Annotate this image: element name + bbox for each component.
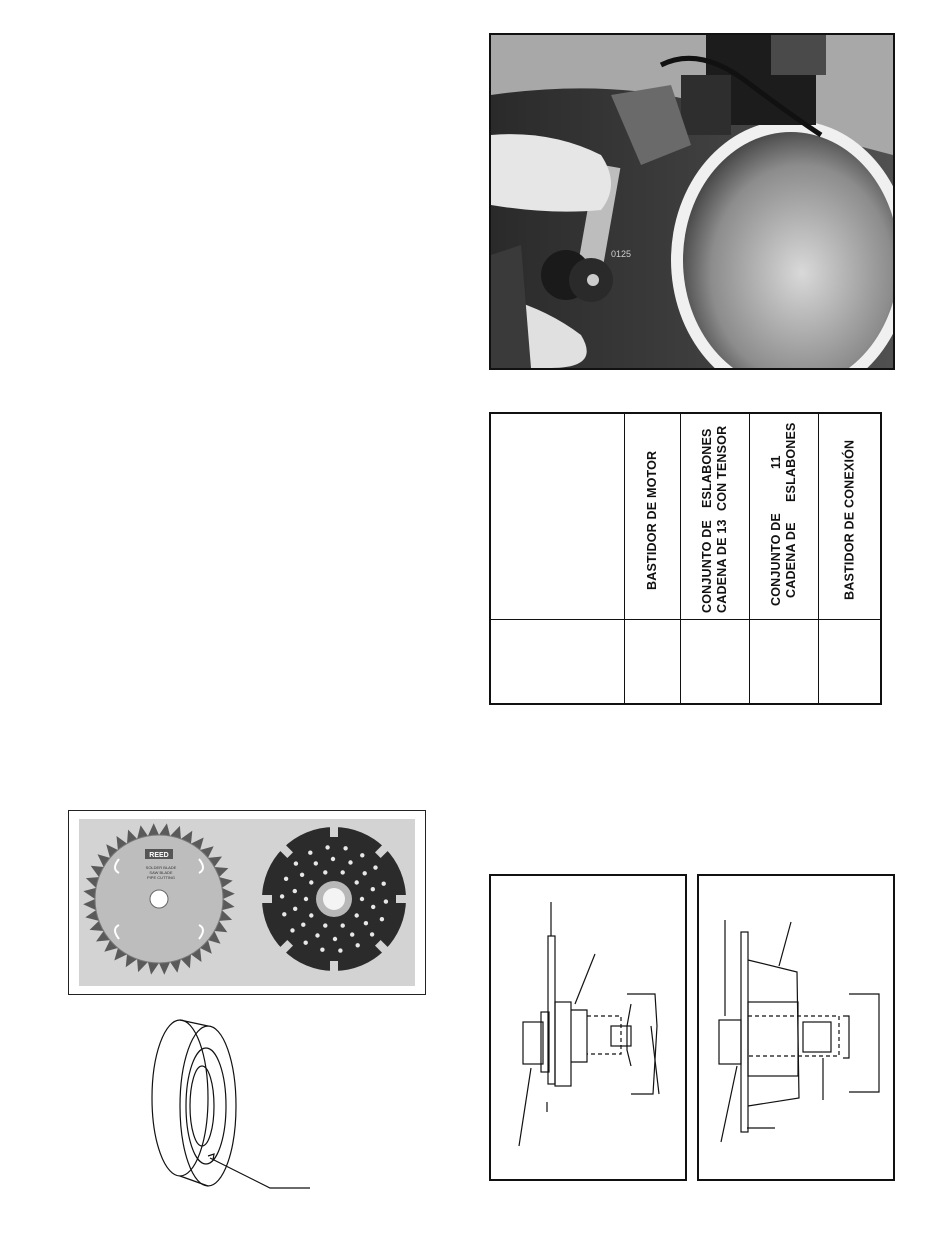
flange-ring-illustration — [140, 1018, 320, 1203]
table-header-blank — [491, 422, 624, 618]
table-header-connection-frame — [819, 422, 881, 618]
machine-on-pipe-photo — [489, 33, 895, 370]
parts-table — [489, 412, 882, 705]
mount-diagram-right-drawing — [699, 876, 893, 1179]
table-header-motor-frame — [625, 422, 680, 618]
header-text-line-1: CONJUNTO DE CADENA DE — [769, 513, 798, 607]
header-text-line-2: ESLABONES CON TENSOR — [700, 425, 729, 511]
mount-diagram-right — [697, 874, 895, 1181]
header-text-line-1: CONJUNTO DE CADENA DE 13 — [700, 519, 729, 613]
header-text: BASTIDOR DE MOTOR — [645, 450, 659, 590]
saw-blade-text-1: SOLDER BLADE — [145, 865, 177, 870]
blades-figure — [68, 810, 426, 995]
saw-blade-brand: REED — [149, 852, 169, 859]
table-header-11-link-chain — [750, 422, 818, 618]
saw-blade — [83, 823, 235, 975]
photo-illustration — [491, 35, 893, 368]
pipe-marking: 0125 — [611, 249, 632, 259]
mount-diagram-left — [489, 874, 687, 1181]
header-text: BASTIDOR DE CONEXIÓN — [842, 439, 857, 601]
saw-blade-text-3: PIPE CUTTING — [146, 875, 176, 880]
diamond-blade — [258, 823, 410, 975]
flange-ring-diagram — [140, 1018, 320, 1203]
table-header-13-link-chain — [681, 422, 749, 618]
header-text-line-2: 11 ESLABONES — [769, 422, 798, 502]
saw-blade-text-2: SAW BLADE — [149, 870, 173, 875]
blades-illustration — [79, 819, 415, 986]
mount-diagram-left-drawing — [491, 876, 685, 1179]
blades-panel — [79, 819, 415, 986]
